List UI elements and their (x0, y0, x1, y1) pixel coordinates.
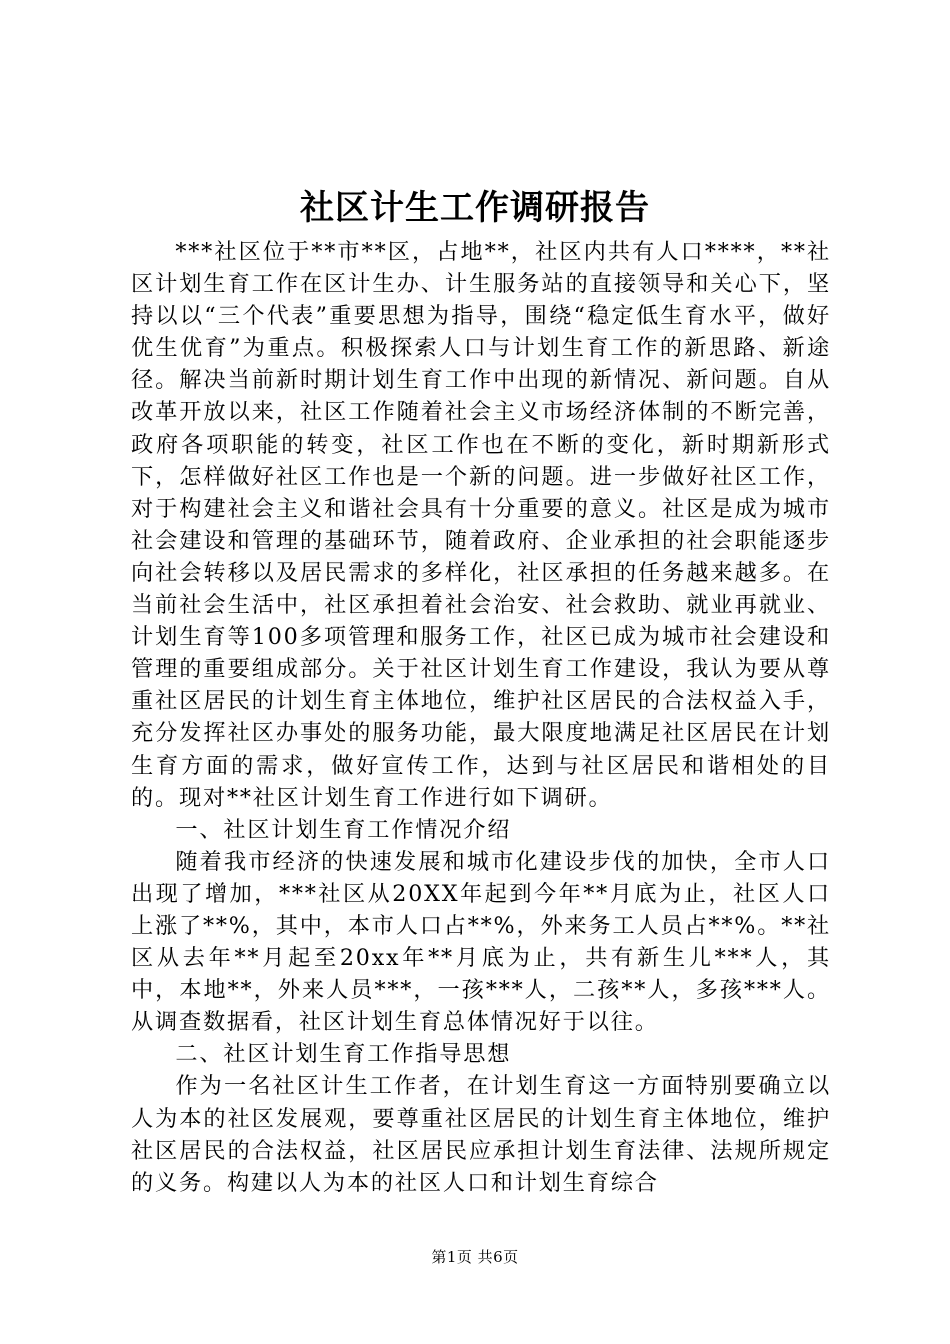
document-body (131, 236, 831, 1199)
paragraph-section-2: 作为一名社区计生工作者，在计划生育这一方面特别要确立以人为本的社区发展观，要尊重社区居民的计划生育主体地位，维护社区居民的合法权益，社区居民应承担计划生育法律、法规所规定的义务。构建以人为本的社区人口和计划生育综合 (131, 1073, 831, 1196)
paragraph-intro: ***社区位于**市**区，占地**，社区内共有人口****，**社区计划生育工作在区计生办、计生服务站的直接领导和关心下，坚持以以“三个代表”重要思想为指导，围绕“稳定低生育水平，做好优生优育”为重点。积极探索人口与计划生育工作的新思路、新途径。解决当前新时期计划生育工作中出现的新情况、新问题。自从改革开放以来，社区工作随着社会主义市场经济体制的不断完善，政府各项职能的转变，社区工作也在不断的变化，新时期新形式下，怎样做好社区工作也是一个新的问题。进一步做好社区工作，对于构建社会主义和谐社会具有十分重要的意义。社区是成为城市社会建设和管理的基础环节，随着政府、企业承担的社会职能逐步向社会转移以及居民需求的多样化，社区承担的任务越来越多。在当前社会生活中，社区承担着社会治安、社会救助、就业再就业、计划生育等100多项管理和服务工作，社区已成为城市社会建设和管理的重要组成部分。关于社区计划生育工作建设，我认为要从尊重社区居民的计划生育主体地位，维护社区居民的合法权益入手，充分发挥社区办事处的服务功能，最大限度地满足社区居民在计划生育方面的需求，做好宣传工作，达到与社区居民和谐相处的目的。现对**社区计划生育工作进行如下调研。 (131, 239, 831, 811)
page-number-footer: 第1页 共6页 (431, 1248, 519, 1266)
page-title: 社区计生工作调研报告 (300, 188, 650, 228)
section-heading-1: 一、社区计划生育工作情况介绍 (175, 816, 512, 843)
paragraph-section-1: 随着我市经济的快速发展和城市化建设步伐的加快，全市人口出现了增加，***社区从20XX年起到今年**月底为止，社区人口上涨了**%，其中，本市人口占**%，外来务工人员占**%。**社区从去年**月起至20xx年**月底为止，共有新生儿***人，其中，本地**，外来人员***，一孩***人，二孩**人，多孩***人。从调查数据看，社区计划生育总体情况好于以往。 (131, 848, 831, 1036)
section-heading-2: 二、社区计划生育工作指导思想 (175, 1041, 512, 1068)
